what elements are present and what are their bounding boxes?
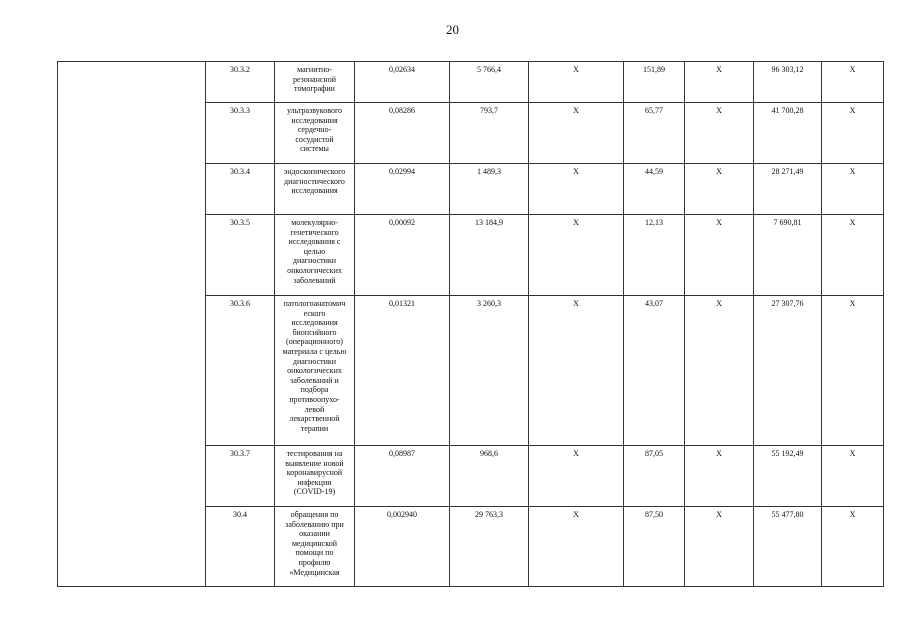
cell-norm: 43,07	[624, 296, 685, 446]
cell-total: 7 690,81	[754, 215, 822, 296]
cell-x: Х	[822, 164, 884, 215]
row-name-text: эндоскопического диагностического исследования	[283, 167, 346, 196]
cell-volume: 0,00092	[355, 215, 450, 296]
cell-x: Х	[822, 103, 884, 164]
merged-empty-cell	[58, 62, 206, 587]
cell-x: Х	[685, 62, 754, 103]
cell-volume: 0,02634	[355, 62, 450, 103]
cell-x: Х	[822, 62, 884, 103]
cell-x: Х	[822, 215, 884, 296]
cell-x: Х	[529, 164, 624, 215]
cell-total: 28 271,49	[754, 164, 822, 215]
cell-cost: 5 766,4	[450, 62, 529, 103]
row-name	[275, 507, 355, 587]
cell-x: Х	[529, 103, 624, 164]
cell-volume: 0,08286	[355, 103, 450, 164]
row-code: 30.3.6	[206, 296, 275, 446]
cell-total: 55 192,49	[754, 446, 822, 507]
row-code: 30.3.3	[206, 103, 275, 164]
page-number: 20	[446, 22, 459, 37]
cell-cost: 3 260,3	[450, 296, 529, 446]
row-name-text: ультразвукового исследования сердечно- сосудистой системы	[286, 106, 343, 154]
cell-x: Х	[529, 62, 624, 103]
cell-norm: 44,59	[624, 164, 685, 215]
row-code: 30.3.2	[206, 62, 275, 103]
cell-total: 27 307,76	[754, 296, 822, 446]
row-code: 30.3.4	[206, 164, 275, 215]
row-code: 30.3.7	[206, 446, 275, 507]
cell-x: Х	[685, 164, 754, 215]
row-name-text: обращения по заболеванию при оказании медицинской помощи по профилю «Медицинская	[285, 510, 344, 577]
cell-x: Х	[685, 507, 754, 587]
cell-norm: 151,89	[624, 62, 685, 103]
cell-x: Х	[529, 507, 624, 587]
cell-norm: 87,50	[624, 507, 685, 587]
cell-volume: 0,08987	[355, 446, 450, 507]
row-name	[275, 446, 355, 507]
row-name-text: тестирования на выявление новой коронавирусной инфекции (COVID-19)	[285, 449, 344, 497]
cell-x: Х	[529, 446, 624, 507]
row-name	[275, 215, 355, 296]
cell-x: Х	[685, 446, 754, 507]
cell-cost: 793,7	[450, 103, 529, 164]
cell-x: Х	[685, 215, 754, 296]
cell-cost: 1 489,3	[450, 164, 529, 215]
cell-cost: 29 763,3	[450, 507, 529, 587]
row-code: 30.4	[206, 507, 275, 587]
cell-norm: 87,05	[624, 446, 685, 507]
cell-volume: 0,002940	[355, 507, 450, 587]
cell-total: 96 303,12	[754, 62, 822, 103]
cell-x: Х	[822, 296, 884, 446]
cell-volume: 0,01321	[355, 296, 450, 446]
row-name	[275, 62, 355, 103]
cell-cost: 968,6	[450, 446, 529, 507]
cell-volume: 0,02994	[355, 164, 450, 215]
cell-x: Х	[685, 296, 754, 446]
tariff-table	[57, 61, 884, 587]
row-name-text: магнитно- резонансной томографии	[293, 65, 336, 94]
row-name-text: патологоанатомич еского исследования биопсийного (операционного) материала с целью диагностики онкологических заболеваний и подбора противоопухо- левой лекарственной терапии	[282, 299, 347, 433]
cell-norm: 65,77	[624, 103, 685, 164]
cell-x: Х	[529, 296, 624, 446]
row-code: 30.3.5	[206, 215, 275, 296]
cell-x: Х	[822, 446, 884, 507]
table-row	[58, 62, 884, 103]
cell-x: Х	[822, 507, 884, 587]
cell-x: Х	[685, 103, 754, 164]
row-name-text: молекулярно- генетического исследования с целью диагностики онкологических заболеваний	[287, 218, 342, 285]
cell-norm: 12,13	[624, 215, 685, 296]
cell-total: 55 477,80	[754, 507, 822, 587]
cell-total: 41 700,28	[754, 103, 822, 164]
row-name	[275, 164, 355, 215]
row-name	[275, 296, 355, 446]
cell-cost: 13 184,9	[450, 215, 529, 296]
row-name	[275, 103, 355, 164]
cell-x: Х	[529, 215, 624, 296]
